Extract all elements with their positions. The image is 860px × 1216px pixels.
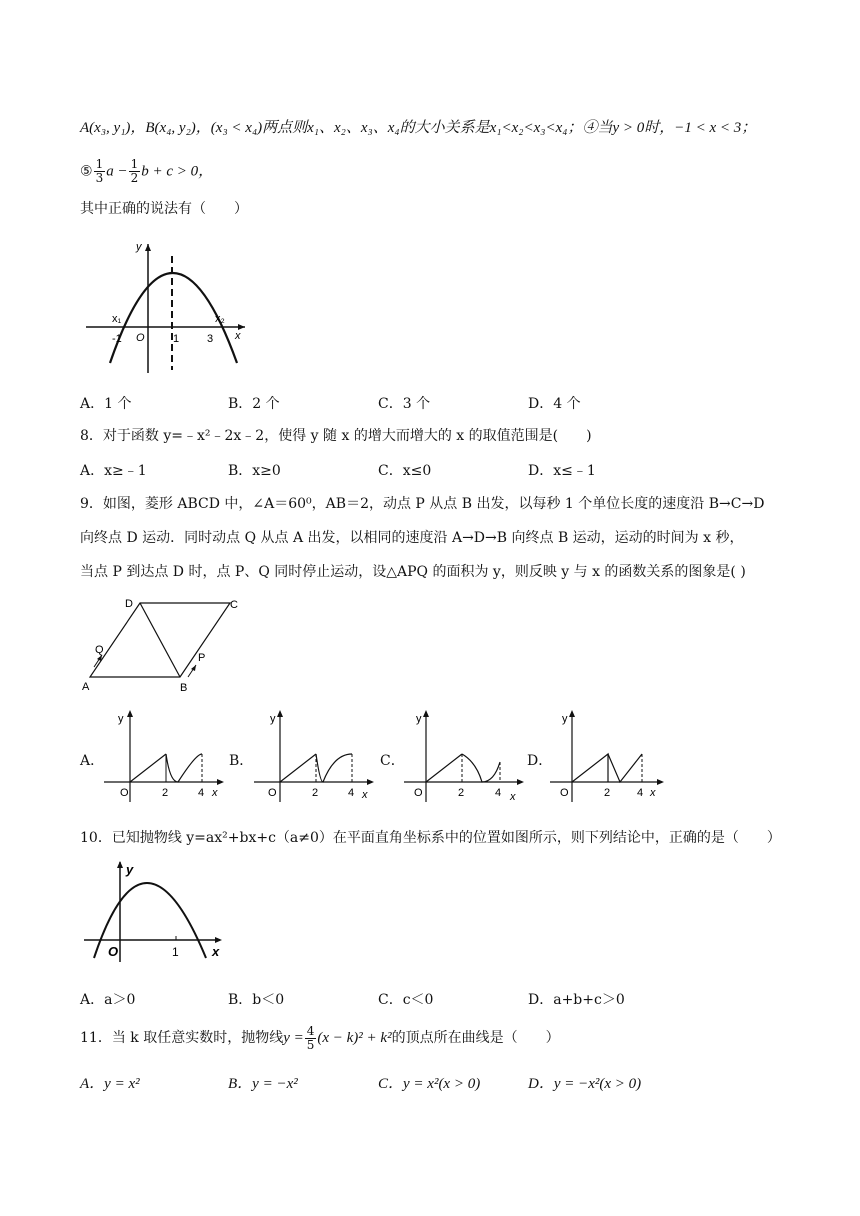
- svg-text:4: 4: [348, 787, 355, 799]
- svg-text:y: y: [126, 862, 134, 877]
- q10-option-c[interactable]: C．c＜0: [378, 992, 434, 1008]
- q11-option-c[interactable]: C．y = x²(x > 0): [378, 1076, 481, 1092]
- q10-option-b[interactable]: B．b＜0: [228, 992, 285, 1008]
- label-a: A: [82, 681, 90, 693]
- q7-option-a[interactable]: A．1 个: [80, 396, 132, 412]
- svg-text:4: 4: [198, 787, 205, 799]
- q7-option-c[interactable]: C．3 个: [378, 396, 431, 412]
- label-d: D: [125, 598, 133, 610]
- q8-options: [80, 461, 800, 483]
- q9-graph-b[interactable]: [250, 706, 380, 806]
- q9-line-3: 当点 P 到达点 D 时，点 P、Q 同时停止运动，设△APQ 的面积为 y，则反映 y 与 x 的函数关系的图象是( ): [80, 564, 746, 580]
- svg-text:2: 2: [458, 787, 465, 799]
- label-c: C: [230, 599, 238, 611]
- fraction-one-half: $\frac{1}{2}$: [130, 157, 139, 185]
- label-b: B: [180, 682, 188, 694]
- q7-option-d[interactable]: D．4 个: [528, 396, 581, 412]
- y-label: y: [136, 241, 142, 253]
- q9-option-c[interactable]: C．: [380, 753, 405, 769]
- svg-text:O: O: [414, 787, 423, 799]
- label-q: Q: [95, 644, 104, 656]
- q7-line-1: A(x₃, y₁)，B(x₄, y₂)，(x₃ < x₄)两点则x₁、x₂、x₃、x₄的大小关系是x₁<x₂<x₃<x₄；④当y > 0时，−1 < x < 3；: [80, 120, 757, 136]
- svg-text:x: x: [212, 944, 220, 959]
- svg-text:x: x: [362, 789, 368, 801]
- q7-option-b[interactable]: B．2 个: [228, 396, 280, 412]
- svg-text:4: 4: [637, 787, 644, 799]
- svg-text:1: 1: [172, 945, 179, 959]
- tick-minus-one: -1: [112, 333, 122, 345]
- q7-options: [80, 394, 800, 416]
- svg-text:x: x: [510, 791, 516, 803]
- svg-text:O: O: [268, 787, 277, 799]
- x2-label: x₂: [215, 313, 225, 325]
- svg-text:y: y: [270, 713, 276, 725]
- q9-line-1: 9．如图，菱形 ABCD 中，∠A＝60⁰，AB＝2，动点 P 从点 B 出发，以每秒 1 个单位长度的速度沿 B→C→D: [80, 496, 765, 512]
- q9-option-d[interactable]: D．: [527, 753, 553, 769]
- q10-option-a[interactable]: A．a＞0: [80, 992, 136, 1008]
- q10-parabola-graph: [80, 858, 230, 968]
- q11-option-a[interactable]: A．y = x²: [80, 1076, 140, 1092]
- q11-option-b[interactable]: B．y = −x²: [228, 1076, 298, 1092]
- q8-option-b[interactable]: B．x≥0: [228, 463, 281, 479]
- q8-text: 8．对于函数 y=﹣x²﹣2x﹣2，使得 y 随 x 的增大而增大的 x 的取值范围是( ): [80, 428, 592, 444]
- x1-label: x₁: [112, 313, 122, 325]
- origin-label: O: [136, 332, 145, 344]
- q9-graph-c[interactable]: [400, 706, 530, 806]
- q9-option-b[interactable]: B．: [229, 753, 254, 769]
- svg-text:O: O: [120, 787, 129, 799]
- q9-rhombus-figure: [80, 593, 250, 697]
- q9-graph-d[interactable]: [546, 706, 676, 806]
- svg-text:y: y: [562, 713, 568, 725]
- q11-options: [80, 1074, 800, 1096]
- svg-text:y: y: [416, 713, 422, 725]
- label-p: P: [198, 652, 206, 664]
- fraction-four-fifths: $\frac{4}{5}$: [306, 1023, 315, 1052]
- tick-one: 1: [173, 333, 180, 345]
- q7-line-2: ⑤ $\frac{1}{3}$ a − $\frac{1}{2}$ b + c > 0，: [80, 157, 214, 185]
- svg-text:2: 2: [604, 787, 611, 799]
- q9-option-a[interactable]: A．: [80, 753, 105, 769]
- q9-line-2: 向终点 D 运动．同时动点 Q 从点 A 出发，以相同的速度沿 A→D→B 向终点 B 运动，运动的时间为 x 秒，: [80, 530, 744, 546]
- diagonal-db: [140, 603, 180, 677]
- svg-text:4: 4: [495, 787, 502, 799]
- q8-option-d[interactable]: D．x≤﹣1: [528, 463, 596, 479]
- svg-text:x: x: [650, 787, 656, 799]
- q10-option-d[interactable]: D．a+b+c＞0: [528, 992, 625, 1008]
- svg-text:2: 2: [162, 787, 169, 799]
- q11-option-d[interactable]: D．y = −x²(x > 0): [528, 1076, 642, 1092]
- q11-text: 11．当 k 取任意实数时，抛物线y = $\frac{4}{5}$ (x − k)² + k²的顶点所在曲线是（ ）: [80, 1023, 560, 1052]
- x-label: x: [235, 330, 241, 342]
- q7-parabola-graph: [80, 238, 250, 378]
- tick-three: 3: [207, 333, 214, 345]
- fraction-one-third: $\frac{1}{3}$: [95, 157, 104, 185]
- q8-option-c[interactable]: C．x≤0: [378, 463, 432, 479]
- svg-text:x: x: [212, 787, 218, 799]
- q10-options: [80, 990, 800, 1012]
- q9-graph-a[interactable]: [100, 706, 230, 806]
- svg-text:y: y: [118, 713, 124, 725]
- svg-text:2: 2: [312, 787, 319, 799]
- svg-text:O: O: [560, 787, 569, 799]
- q7-prompt: 其中正确的说法有（ ）: [80, 201, 248, 217]
- q10-text: 10．已知抛物线 y=ax²+bx+c（a≠0）在平面直角坐标系中的位置如图所示，则下列结论中，正确的是（ ）: [80, 830, 781, 846]
- svg-text:O: O: [108, 944, 119, 959]
- q8-option-a[interactable]: A．x≥﹣1: [80, 463, 147, 479]
